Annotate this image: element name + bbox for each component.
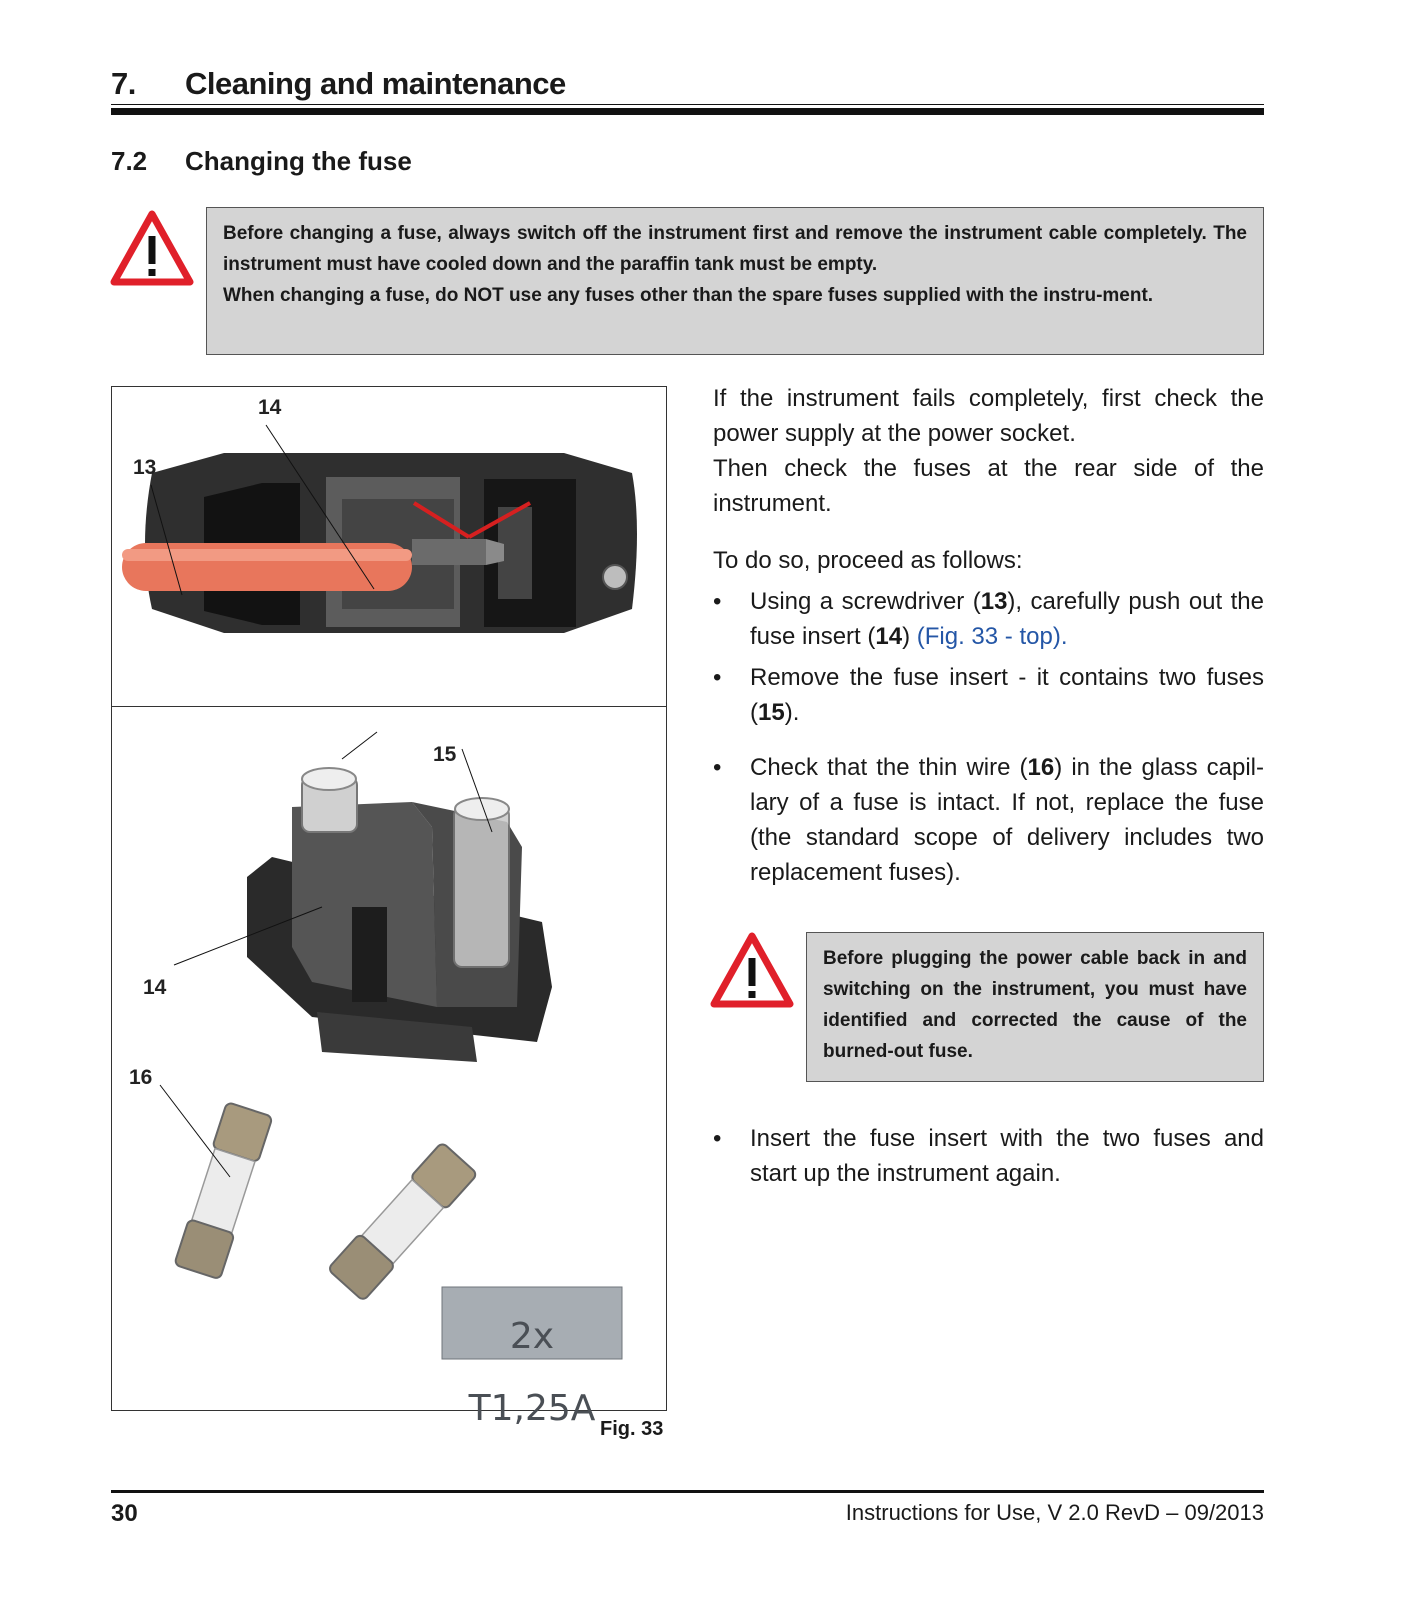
bullet-text: Check that the thin wire ( [750,754,1028,781]
bullet-symbol: • [713,1125,722,1152]
ref-16: 16 [1027,754,1055,781]
bullet-text: Insert the fuse insert with the two fuses and start up the instrument again. [750,1125,1264,1187]
list-item [713,584,1264,654]
section-title: Changing the fuse [185,146,412,176]
body-text-top [713,381,1264,890]
bullet-symbol: • [713,588,722,615]
figure-caption: Fig. 33 [600,1418,664,1440]
header-rule [111,108,1264,115]
bullet-text: ) in the glass capil-lary of a fuse is intact. If not, replace the fuse (the standard scope of delivery includes two replacement fuses). [750,754,1265,886]
page-number: 30 [111,1500,138,1527]
header-rule-thin [111,104,1264,105]
section-heading [111,146,412,177]
bullet-text: Remove the fuse insert - it contains two fuses ( [750,664,1264,726]
warning-box-bottom: Before plugging the power cable back in and switching on the instrument, you must have identified and corrected the cause of the burned-out fuse. [806,932,1264,1082]
callout-15: 15 [433,743,457,766]
ref-14: 14 [875,623,903,650]
bullet-symbol: • [713,754,722,781]
bullet-text: Using a screwdriver ( [750,588,981,615]
chapter-title: Cleaning and maintenance [185,66,566,101]
ref-15: 15 [758,699,785,726]
fuse-rating-plate: 2x T1,25A [468,1316,596,1429]
footer-doc-info: Instructions for Use, V 2.0 RevD – 09/2013 [845,1500,1264,1525]
callout-14-top: 14 [258,396,282,419]
warning-box-top [206,207,1264,355]
body-text-bottom [713,1121,1264,1191]
bullet-symbol: • [713,664,722,691]
callout-16: 16 [129,1066,153,1089]
figure-link[interactable]: (Fig. 33 - top). [916,623,1068,650]
footer-rule [111,1490,1264,1493]
bullet-text: ) [902,623,911,650]
warning-triangle-icon [710,930,794,1010]
bullet-text: ). [784,699,800,726]
chapter-number: 7. [111,66,136,101]
bullet-text: ), carefully push out the fuse insert ( [750,588,1264,650]
intro-paragraph-1: If the instrument fails completely, first check the power supply at the power socket. [713,385,1264,447]
ref-13: 13 [980,588,1008,615]
warning-top-line1: Before changing a fuse, always switch off the instrument first and remove the instrument cable completely. The instrument must have cooled down and the paraffin tank must be empty. [223,223,1247,275]
warning-top-line2: When changing a fuse, do NOT use any fuses other than the spare fuses supplied with the instru-ment. [223,285,1154,306]
proceed-text: To do so, proceed as follows: [713,547,1023,574]
chapter-heading [111,66,566,102]
list-item [713,1121,1264,1191]
intro-paragraph-2: Then check the fuses at the rear side of the instrument. [713,455,1264,517]
fuse-holder-photo-top [112,387,666,705]
callout-13: 13 [133,456,157,479]
section-number: 7.2 [111,146,148,176]
list-item [713,660,1264,730]
warning-triangle-icon [110,208,194,288]
list-item [713,750,1264,890]
callout-14-bottom: 14 [143,976,167,999]
